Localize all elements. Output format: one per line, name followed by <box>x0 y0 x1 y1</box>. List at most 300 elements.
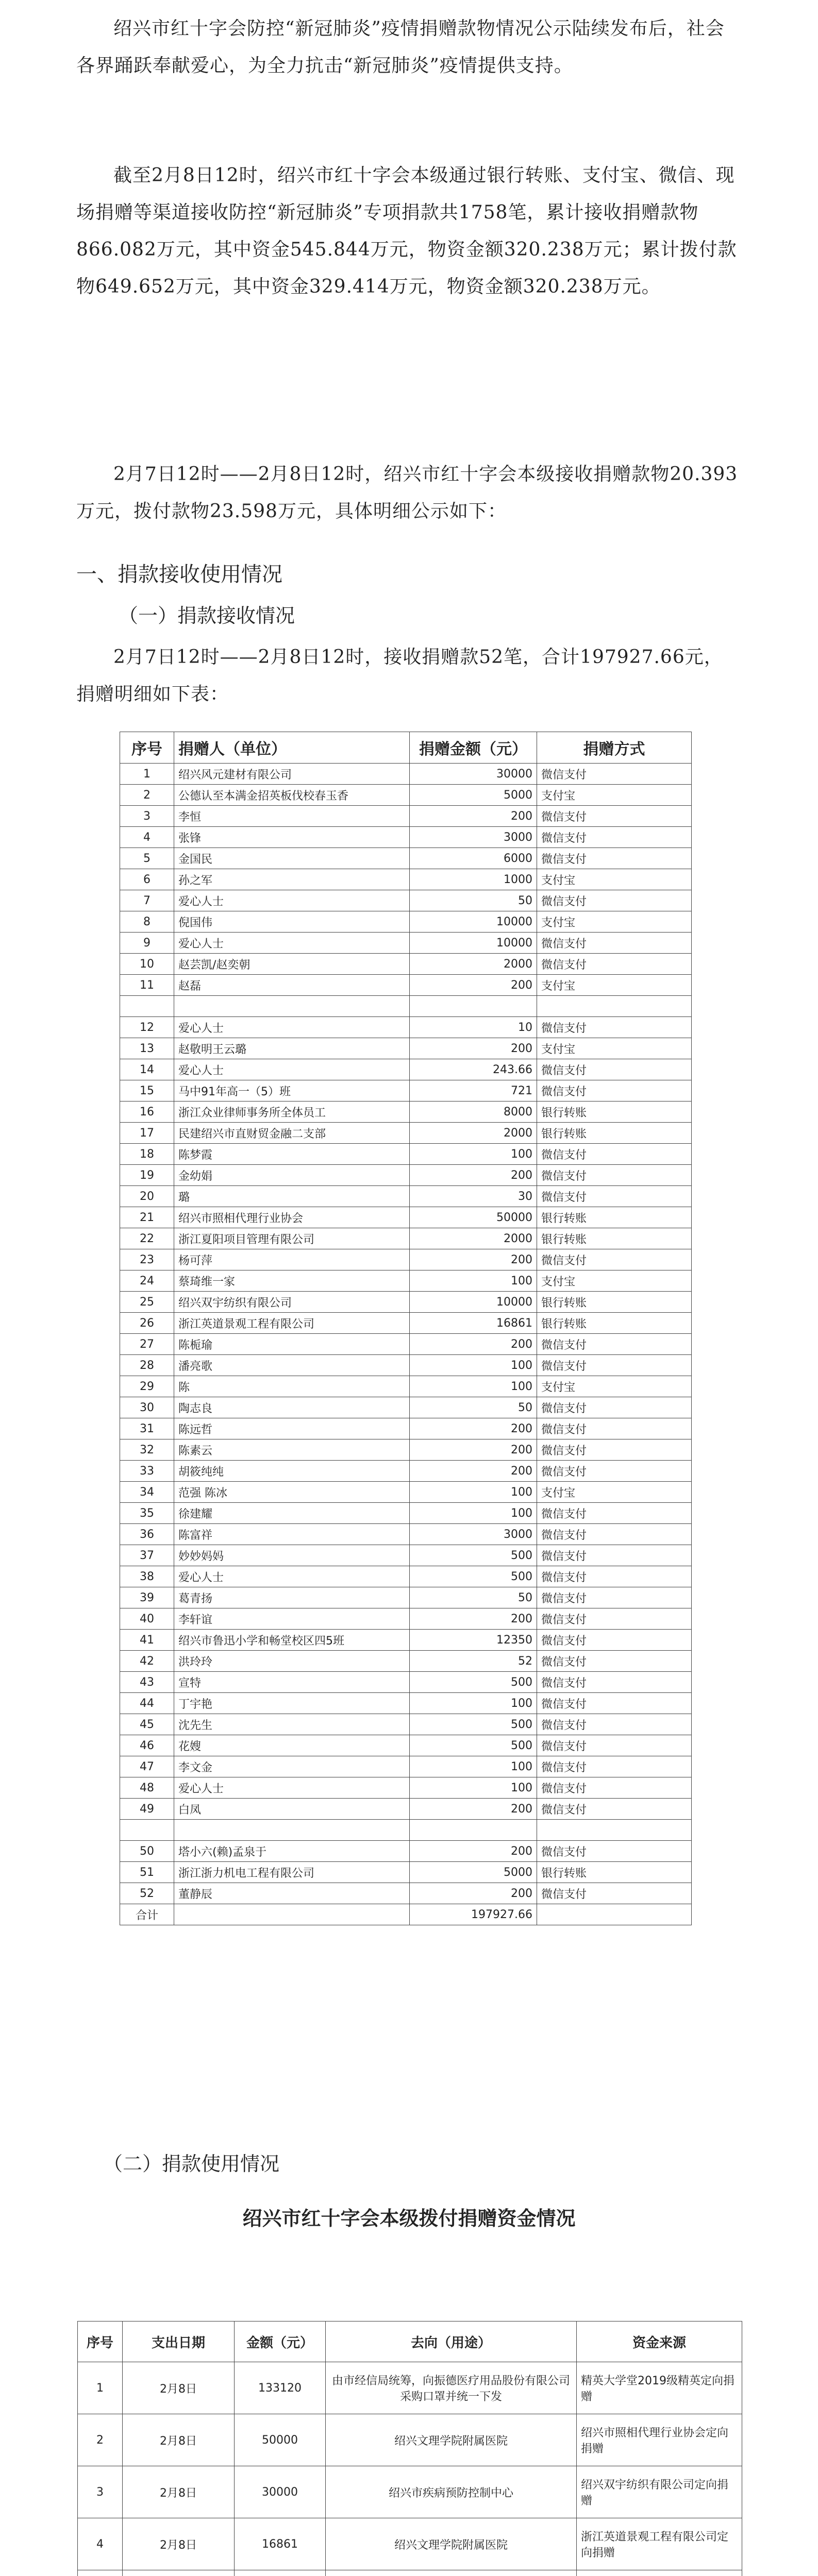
table-cell: 2月8日 <box>123 2518 235 2570</box>
table-cell: 银行转账 <box>537 1313 692 1334</box>
table-cell: 李文金 <box>174 1756 410 1777</box>
table-header-cell: 捐赠方式 <box>537 732 692 764</box>
table-cell: 21 <box>120 1207 174 1228</box>
table-cell: 微信支付 <box>537 1630 692 1651</box>
table-row <box>120 1017 692 1038</box>
table-cell: 支付宝 <box>537 785 692 806</box>
table-cell: 30000 <box>235 2466 326 2518</box>
table-cell: 100 <box>410 1270 537 1292</box>
table-cell: 10000 <box>410 911 537 933</box>
table-cell: 绍兴市鲁迅小学和畅堂校区四5班 <box>174 1630 410 1651</box>
table-cell <box>537 1820 692 1841</box>
table-cell: 范强 陈冰 <box>174 1482 410 1503</box>
table-cell: 陈远哲 <box>174 1418 410 1439</box>
table-cell: 200 <box>410 1334 537 1355</box>
table-header-cell: 支出日期 <box>123 2321 235 2362</box>
table-cell: 9 <box>120 933 174 954</box>
table-cell: 30 <box>410 1186 537 1207</box>
table-cell: 爱心人士 <box>174 890 410 911</box>
table-cell: 50000 <box>410 1207 537 1228</box>
table-cell: 合计 <box>120 1904 174 1925</box>
table-cell: 微信支付 <box>537 827 692 848</box>
table-cell: 25 <box>120 1292 174 1313</box>
table-cell: 微信支付 <box>537 1524 692 1545</box>
table-cell: 浙江英道景观工程有限公司定向捐赠 <box>577 2518 742 2570</box>
table-cell: 1000 <box>410 869 537 890</box>
table-cell: 微信支付 <box>537 1545 692 1566</box>
intro-paragraph-1: 绍兴市红十字会防控“新冠肺炎”疫情捐赠款物情况公示陆续发布后，社会各界踊跃奉献爱心，为全力抗击“新冠肺炎”疫情提供支持。 <box>76 18 725 76</box>
table-header-cell: 序号 <box>78 2321 123 2362</box>
table-cell <box>537 1904 692 1925</box>
table-cell: 46 <box>120 1735 174 1756</box>
table-row <box>120 869 692 890</box>
fund-disbursement-table-body <box>78 2362 742 2576</box>
table-cell: 32 <box>120 1439 174 1461</box>
table-cell: 16 <box>120 1101 174 1123</box>
table-cell: 29 <box>120 1376 174 1397</box>
table-cell: 200 <box>410 1165 537 1186</box>
table-cell: 精英大学堂2019级精英定向捐赠 <box>577 2362 742 2414</box>
table-row <box>120 1292 692 1313</box>
table-cell: 52 <box>410 1651 537 1672</box>
table-cell: 200 <box>410 1439 537 1461</box>
table-cell: 微信支付 <box>537 1059 692 1080</box>
table-header-cell: 去向（用途） <box>326 2321 577 2362</box>
table-cell: 绍兴市疾病预防控制中心 <box>326 2466 577 2518</box>
table-row <box>120 1038 692 1059</box>
table-cell: 35 <box>120 1503 174 1524</box>
table-row <box>120 1482 692 1503</box>
table-cell: 8000 <box>410 1101 537 1123</box>
table-cell: 2000 <box>410 1123 537 1144</box>
table-row <box>120 806 692 827</box>
table-row <box>120 1841 692 1862</box>
section1-heading: 一、捐款接收使用情况 <box>76 563 282 586</box>
table-cell: 39 <box>120 1587 174 1608</box>
table-cell: 15 <box>120 1080 174 1101</box>
table-cell: 微信支付 <box>537 1672 692 1693</box>
table-cell: 微信支付 <box>537 1799 692 1820</box>
table-cell: 6 <box>120 869 174 890</box>
table-cell: 陈 <box>174 1376 410 1397</box>
table-row <box>120 1693 692 1714</box>
table-row <box>120 1608 692 1630</box>
table-row <box>120 1461 692 1482</box>
table-row <box>120 1777 692 1799</box>
table-cell: 李轩谊 <box>174 1608 410 1630</box>
table-cell <box>120 996 174 1017</box>
table-cell: 赵芸凯/赵奕朝 <box>174 954 410 975</box>
table-cell: 陶志良 <box>174 1397 410 1418</box>
table-row <box>120 975 692 996</box>
table-cell: 44 <box>120 1693 174 1714</box>
table-cell: 微信支付 <box>537 1249 692 1270</box>
table-cell: 胡筱纯纯 <box>174 1461 410 1482</box>
table-cell: 200 <box>410 1608 537 1630</box>
table-cell: 李恒 <box>174 806 410 827</box>
donation-receipt-table <box>120 732 692 1925</box>
table-cell: 3000 <box>410 1524 537 1545</box>
table-cell: 微信支付 <box>537 1334 692 1355</box>
table-row <box>120 1587 692 1608</box>
table-cell: 张锋 <box>174 827 410 848</box>
table-cell: 微信支付 <box>537 1461 692 1482</box>
table-cell <box>537 996 692 1017</box>
table-cell: 爱心人士 <box>174 1059 410 1080</box>
table-cell: 50 <box>120 1841 174 1862</box>
table-cell: 24 <box>120 1270 174 1292</box>
table-cell: 微信支付 <box>537 806 692 827</box>
table-cell: 23 <box>120 1249 174 1270</box>
table-row <box>120 1080 692 1101</box>
table-row <box>120 1714 692 1735</box>
table-row <box>120 1059 692 1080</box>
table-cell: 金国民 <box>174 848 410 869</box>
table-row <box>120 1376 692 1397</box>
table-cell: 杨可萍 <box>174 1249 410 1270</box>
table-cell: 爱心人士 <box>174 1777 410 1799</box>
table-row <box>120 1165 692 1186</box>
table-cell: 支付宝 <box>537 911 692 933</box>
table-cell: 陈素云 <box>174 1439 410 1461</box>
table-cell: 42 <box>120 1651 174 1672</box>
table-cell: 赵磊 <box>174 975 410 996</box>
table-cell: 10000 <box>410 933 537 954</box>
table-cell: 爱心人士 <box>174 1017 410 1038</box>
table-row <box>120 1651 692 1672</box>
table-cell: 银行转账 <box>537 1123 692 1144</box>
table-cell: 3 <box>120 806 174 827</box>
table-cell: 52 <box>120 1883 174 1904</box>
table-cell: 200 <box>410 975 537 996</box>
table-row <box>120 785 692 806</box>
table-cell: 微信支付 <box>537 1693 692 1714</box>
table-cell <box>410 996 537 1017</box>
table-cell: 200 <box>410 1799 537 1820</box>
table-cell: 微信支付 <box>537 1651 692 1672</box>
table-cell: 500 <box>410 1714 537 1735</box>
table2-title: 绍兴市红十字会本级拨付捐赠资金情况 <box>242 2207 576 2230</box>
donation-receipt-table-body <box>120 764 692 1925</box>
table-cell: 微信支付 <box>537 933 692 954</box>
table-row <box>120 1735 692 1756</box>
table-row <box>120 933 692 954</box>
table-cell: 100 <box>410 1756 537 1777</box>
table-header-cell: 资金来源 <box>577 2321 742 2362</box>
table-row <box>120 1249 692 1270</box>
table-cell: 4 <box>78 2518 123 2570</box>
table-row <box>120 1186 692 1207</box>
table-cell: 蔡琦维一家 <box>174 1270 410 1292</box>
table-cell: 银行转账 <box>537 1101 692 1123</box>
table-cell: 49 <box>120 1799 174 1820</box>
table-cell <box>174 1820 410 1841</box>
table-row <box>120 848 692 869</box>
table-row <box>120 996 692 1017</box>
table-cell: 沈先生 <box>174 1714 410 1735</box>
table-cell: 3 <box>78 2466 123 2518</box>
table-row <box>120 1334 692 1355</box>
table-cell: 浙江夏阳项目管理有限公司 <box>174 1228 410 1249</box>
table-cell: 200 <box>410 1038 537 1059</box>
table-row <box>120 764 692 785</box>
table-cell: 微信支付 <box>537 954 692 975</box>
table-cell: 微信支付 <box>537 1756 692 1777</box>
table-cell: 5000 <box>410 1862 537 1883</box>
table-cell: 47 <box>120 1756 174 1777</box>
fund-disbursement-table <box>77 2321 742 2576</box>
table-cell: 银行转账 <box>537 1292 692 1313</box>
table-cell <box>123 2570 235 2576</box>
table-cell: 微信支付 <box>537 1841 692 1862</box>
table-row <box>120 1524 692 1545</box>
table-cell: 6000 <box>410 848 537 869</box>
table-header-cell: 捐赠金额（元） <box>410 732 537 764</box>
table-cell: 银行转账 <box>537 1862 692 1883</box>
table-cell: 微信支付 <box>537 1608 692 1630</box>
table-cell: 爱心人士 <box>174 933 410 954</box>
table-cell: 微信支付 <box>537 1883 692 1904</box>
table-cell: 500 <box>410 1566 537 1587</box>
table-cell: 微信支付 <box>537 1355 692 1376</box>
table-cell: 200 <box>410 806 537 827</box>
table-cell: 绍兴双宇纺织有限公司定向捐赠 <box>577 2466 742 2518</box>
table-cell: 妙妙妈妈 <box>174 1545 410 1566</box>
table-cell: 26 <box>120 1313 174 1334</box>
table-cell: 500 <box>410 1545 537 1566</box>
table-cell: 1 <box>120 764 174 785</box>
table-cell: 绍兴市照相代理行业协会定向捐赠 <box>577 2414 742 2466</box>
table-cell: 100 <box>410 1482 537 1503</box>
table-cell: 支付宝 <box>537 1038 692 1059</box>
table-cell: 葛青扬 <box>174 1587 410 1608</box>
table-cell: 银行转账 <box>537 1228 692 1249</box>
table-row <box>120 1270 692 1292</box>
table-cell: 22 <box>120 1228 174 1249</box>
table-cell <box>174 996 410 1017</box>
table-row <box>120 1545 692 1566</box>
table-cell: 微信支付 <box>537 1735 692 1756</box>
table-cell: 100 <box>410 1503 537 1524</box>
table-cell: 200 <box>410 1883 537 1904</box>
table-cell: 5 <box>120 848 174 869</box>
table-cell: 支付宝 <box>537 1270 692 1292</box>
intro-paragraph-3: 2月7日12时——2月8日12时，绍兴市红十字会本级接收捐赠款物20.393万元，拨付款物23.598万元，具体明细公示如下： <box>76 464 738 522</box>
table-cell: 2 <box>78 2414 123 2466</box>
table-cell: 27 <box>120 1334 174 1355</box>
table-cell: 200 <box>410 1418 537 1439</box>
table-cell: 30 <box>120 1397 174 1418</box>
table-cell: 16861 <box>235 2518 326 2570</box>
table-cell: 197927.66 <box>410 1904 537 1925</box>
table-row <box>120 1566 692 1587</box>
table-cell: 50 <box>410 890 537 911</box>
table-cell: 支付宝 <box>537 975 692 996</box>
table-cell: 33 <box>120 1461 174 1482</box>
table-cell <box>120 1820 174 1841</box>
table-cell: 34 <box>120 1482 174 1503</box>
table-cell: 浙江众业律师事务所全体员工 <box>174 1101 410 1123</box>
table-cell: 31 <box>120 1418 174 1439</box>
table-cell: 微信支付 <box>537 1397 692 1418</box>
table-cell: 17 <box>120 1123 174 1144</box>
table-cell: 3000 <box>410 827 537 848</box>
table-cell: 陈梦霞 <box>174 1144 410 1165</box>
section1-sub1-heading: （一）捐款接收情况 <box>119 604 295 627</box>
table-cell: 2月8日 <box>123 2414 235 2466</box>
table-cell: 40 <box>120 1608 174 1630</box>
table-row <box>78 2570 742 2576</box>
table-cell: 16861 <box>410 1313 537 1334</box>
table-cell: 133120 <box>235 2362 326 2414</box>
table-row <box>120 1439 692 1461</box>
table-cell: 45 <box>120 1714 174 1735</box>
table-cell: 赵敬明王云璐 <box>174 1038 410 1059</box>
table-row <box>120 954 692 975</box>
table-cell: 爱心人士 <box>174 1566 410 1587</box>
table-row <box>120 1756 692 1777</box>
table-cell: 4 <box>120 827 174 848</box>
table-cell: 孙之军 <box>174 869 410 890</box>
table-cell: 28 <box>120 1355 174 1376</box>
table-row <box>120 1123 692 1144</box>
table-cell: 微信支付 <box>537 764 692 785</box>
table-cell: 50 <box>410 1587 537 1608</box>
table-cell: 微信支付 <box>537 890 692 911</box>
table-row <box>120 1207 692 1228</box>
table-cell: 12350 <box>410 1630 537 1651</box>
table-cell: 100 <box>410 1144 537 1165</box>
table-row <box>120 1101 692 1123</box>
table-cell: 100 <box>410 1777 537 1799</box>
table-cell: 38 <box>120 1566 174 1587</box>
table-cell: 2月8日 <box>123 2362 235 2414</box>
table-cell: 金幼娟 <box>174 1165 410 1186</box>
table-cell: 浙江浙力机电工程有限公司 <box>174 1862 410 1883</box>
table-cell: 微信支付 <box>537 1439 692 1461</box>
table-cell: 微信支付 <box>537 1080 692 1101</box>
table-cell <box>410 1820 537 1841</box>
table-cell: 36 <box>120 1524 174 1545</box>
table-cell: 8 <box>120 911 174 933</box>
section1-sub1-text: 2月7日12时——2月8日12时，接收捐赠款52笔，合计197927.66元，捐赠明细如下表： <box>76 647 723 705</box>
table-cell: 浙江英道景观工程有限公司 <box>174 1313 410 1334</box>
table-cell: 支付宝 <box>537 1482 692 1503</box>
table-header-cell: 金额（元） <box>235 2321 326 2362</box>
table-header-cell: 序号 <box>120 732 174 764</box>
table-cell: 白凤 <box>174 1799 410 1820</box>
table-cell: 徐建耀 <box>174 1503 410 1524</box>
table-row <box>120 1144 692 1165</box>
table-cell: 48 <box>120 1777 174 1799</box>
table-cell: 微信支付 <box>537 1017 692 1038</box>
table-row <box>78 2466 742 2518</box>
table-cell: 43 <box>120 1672 174 1693</box>
table-header-row <box>120 732 692 764</box>
table-cell: 500 <box>410 1672 537 1693</box>
table-cell: 19 <box>120 1165 174 1186</box>
table-cell: 100 <box>410 1693 537 1714</box>
table-cell: 微信支付 <box>537 848 692 869</box>
section1-sub2-heading: （二）捐款使用情况 <box>103 2153 280 2175</box>
table-cell: 50 <box>410 1397 537 1418</box>
table-cell: 12 <box>120 1017 174 1038</box>
table-cell <box>78 2570 123 2576</box>
table-cell: 14 <box>120 1059 174 1080</box>
table-cell: 500 <box>410 1735 537 1756</box>
table-cell: 37 <box>120 1545 174 1566</box>
table-cell: 支付宝 <box>537 869 692 890</box>
table-cell: 绍兴双宇纺织有限公司 <box>174 1292 410 1313</box>
table-cell: 10 <box>410 1017 537 1038</box>
table-cell: 100 <box>410 1376 537 1397</box>
table-cell: 41 <box>120 1630 174 1651</box>
table-row <box>120 911 692 933</box>
table-row <box>120 1355 692 1376</box>
table-cell: 1 <box>78 2362 123 2414</box>
table-row <box>120 827 692 848</box>
table-cell: 2月8日 <box>123 2466 235 2518</box>
table-cell: 宣特 <box>174 1672 410 1693</box>
table-cell: 微信支付 <box>537 1777 692 1799</box>
table-cell: 微信支付 <box>537 1503 692 1524</box>
table-row <box>120 1799 692 1820</box>
table-cell: 10 <box>120 954 174 975</box>
table-row <box>120 1820 692 1841</box>
table-cell: 公德认至本满金招英板伐校春玉香 <box>174 785 410 806</box>
table-cell: 潘亮歌 <box>174 1355 410 1376</box>
table-cell: 璐 <box>174 1186 410 1207</box>
table-cell: 20 <box>120 1186 174 1207</box>
table-cell: 243.66 <box>410 1059 537 1080</box>
table-cell: 支付宝 <box>537 1376 692 1397</box>
table-row <box>120 890 692 911</box>
table-cell: 绍兴市照相代理行业协会 <box>174 1207 410 1228</box>
table-row <box>120 1672 692 1693</box>
table-row <box>78 2518 742 2570</box>
table-cell <box>577 2570 742 2576</box>
table-cell: 200 <box>410 1249 537 1270</box>
table-cell: 倪国伟 <box>174 911 410 933</box>
table-cell: 200 <box>410 1461 537 1482</box>
table-row <box>120 1862 692 1883</box>
table-cell: 微信支付 <box>537 1165 692 1186</box>
table-header-cell: 捐赠人（单位） <box>174 732 410 764</box>
table-row <box>120 1883 692 1904</box>
table-cell: 50000 <box>235 2414 326 2466</box>
table-cell: 银行转账 <box>537 1207 692 1228</box>
table-cell: 11 <box>120 975 174 996</box>
table-row <box>120 1418 692 1439</box>
table-row <box>120 1313 692 1334</box>
table-cell: 微信支付 <box>537 1714 692 1735</box>
table-cell: 陈富祥 <box>174 1524 410 1545</box>
table-cell: 18 <box>120 1144 174 1165</box>
table-cell: 绍兴风元建材有限公司 <box>174 764 410 785</box>
table-cell: 7 <box>120 890 174 911</box>
table-cell: 微信支付 <box>537 1566 692 1587</box>
table-row <box>120 1904 692 1925</box>
table-cell: 塔小六(赖)孟泉于 <box>174 1841 410 1862</box>
table-cell: 微信支付 <box>537 1144 692 1165</box>
table-row <box>78 2414 742 2466</box>
table-cell: 51 <box>120 1862 174 1883</box>
table-cell: 200 <box>410 1841 537 1862</box>
table-cell <box>326 2570 577 2576</box>
table-cell: 微信支付 <box>537 1418 692 1439</box>
table-header-row <box>78 2321 742 2362</box>
table-row <box>120 1630 692 1651</box>
